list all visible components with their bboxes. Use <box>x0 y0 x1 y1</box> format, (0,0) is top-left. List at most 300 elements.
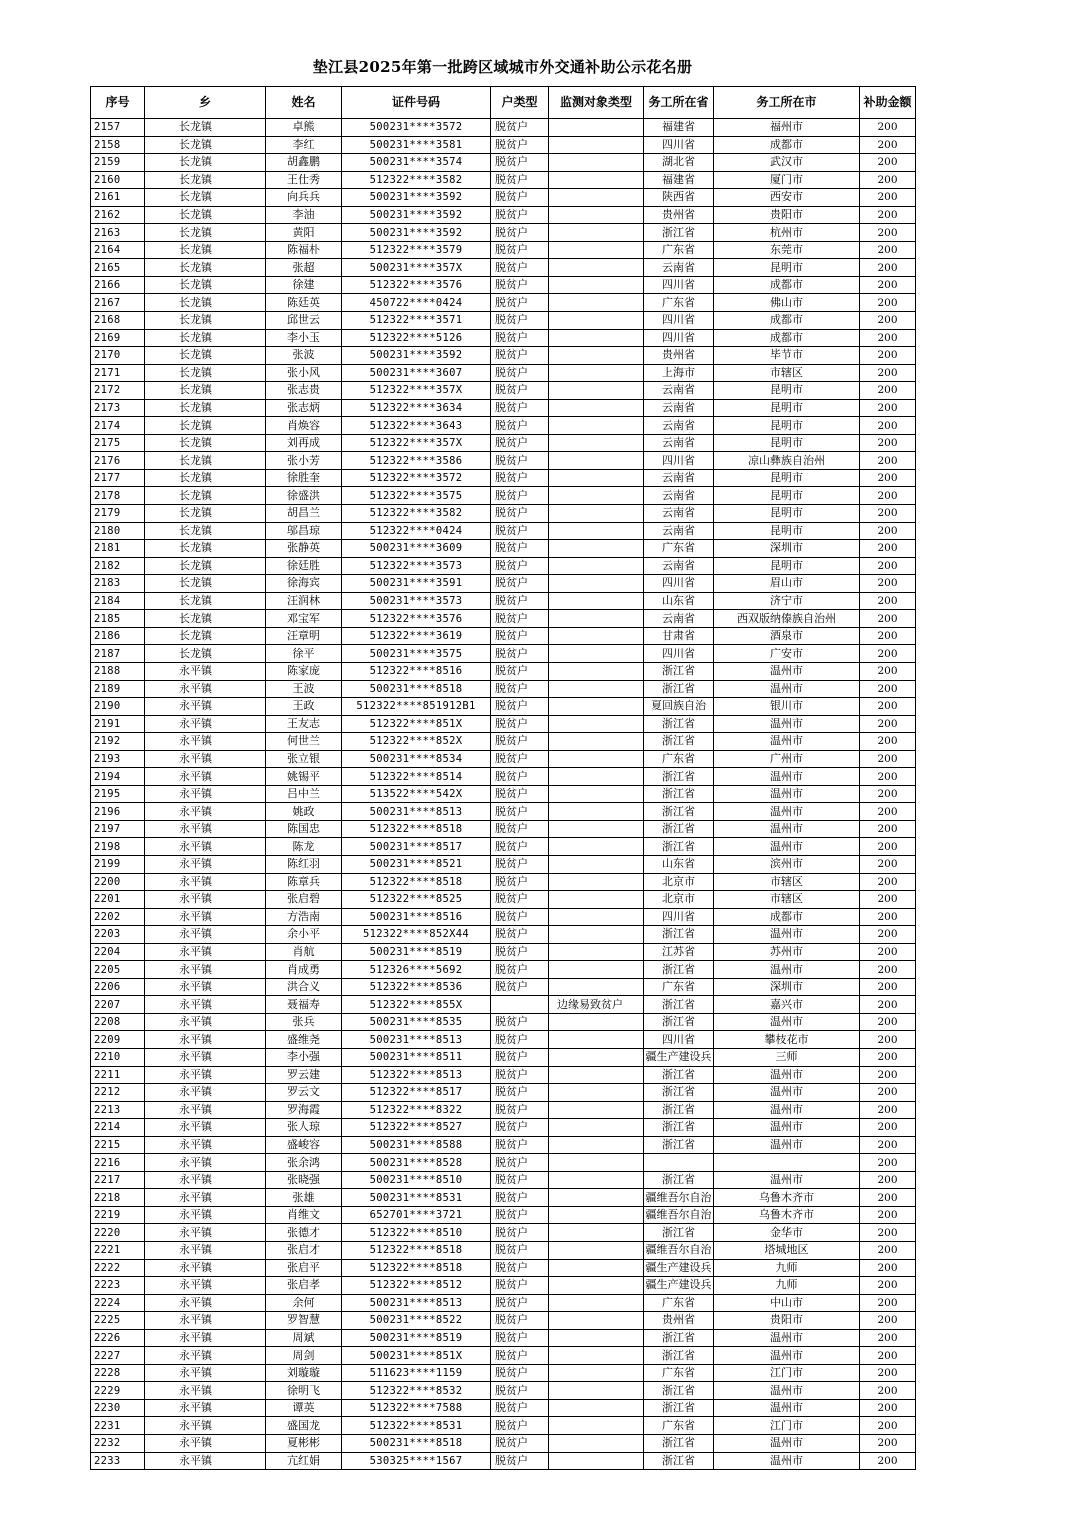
cell-work-province: 贵州省 <box>644 347 714 365</box>
cell-seq: 2201 <box>91 891 145 909</box>
cell-name: 张立银 <box>266 750 342 768</box>
cell-name: 张志炳 <box>266 399 342 417</box>
cell-name: 张雄 <box>266 1189 342 1207</box>
table-row <box>91 154 916 172</box>
cell-seq: 2194 <box>91 768 145 786</box>
cell-household-type: 脱贫户 <box>491 645 549 663</box>
cell-name: 夏彬彬 <box>266 1435 342 1453</box>
cell-seq: 2230 <box>91 1399 145 1417</box>
cell-subsidy-amount: 200 <box>860 1189 916 1207</box>
cell-town: 永平镇 <box>145 715 266 733</box>
table-row <box>91 768 916 786</box>
cell-subsidy-amount: 200 <box>860 785 916 803</box>
cell-household-type: 脱贫户 <box>491 1154 549 1172</box>
cell-work-province: 江苏省 <box>644 943 714 961</box>
table-row <box>91 1364 916 1382</box>
cell-work-city: 温州市 <box>714 1452 860 1470</box>
cell-household-type: 脱贫户 <box>491 680 549 698</box>
cell-work-city: 温州市 <box>714 1119 860 1137</box>
cell-seq: 2185 <box>91 610 145 628</box>
cell-work-province: 云南省 <box>644 417 714 435</box>
cell-id-number: 500231****3573 <box>342 592 491 610</box>
cell-seq: 2223 <box>91 1277 145 1295</box>
cell-monitor-type <box>549 1329 644 1347</box>
cell-monitor-type <box>549 329 644 347</box>
cell-name: 陈章兵 <box>266 873 342 891</box>
cell-subsidy-amount: 200 <box>860 1294 916 1312</box>
col-header-monitor-type: 监测对象类型 <box>549 87 644 119</box>
cell-seq: 2180 <box>91 522 145 540</box>
cell-subsidy-amount: 200 <box>860 136 916 154</box>
cell-monitor-type <box>549 855 644 873</box>
cell-work-city: 温州市 <box>714 768 860 786</box>
cell-town: 永平镇 <box>145 855 266 873</box>
cell-subsidy-amount: 200 <box>860 891 916 909</box>
cell-monitor-type <box>549 1101 644 1119</box>
cell-id-number: 512322****852X44 <box>342 926 491 944</box>
cell-household-type: 脱贫户 <box>491 575 549 593</box>
cell-seq: 2175 <box>91 434 145 452</box>
cell-seq: 2165 <box>91 259 145 277</box>
cell-monitor-type <box>549 978 644 996</box>
cell-household-type: 脱贫户 <box>491 1242 549 1260</box>
cell-household-type: 脱贫户 <box>491 855 549 873</box>
cell-name: 肖航 <box>266 943 342 961</box>
cell-name: 张兵 <box>266 1013 342 1031</box>
cell-subsidy-amount: 200 <box>860 978 916 996</box>
cell-id-number: 512322****3576 <box>342 610 491 628</box>
cell-household-type: 脱贫户 <box>491 733 549 751</box>
cell-work-province: 四川省 <box>644 136 714 154</box>
cell-town: 长龙镇 <box>145 575 266 593</box>
cell-seq: 2189 <box>91 680 145 698</box>
cell-household-type: 脱贫户 <box>491 119 549 137</box>
cell-seq: 2178 <box>91 487 145 505</box>
cell-work-city: 济宁市 <box>714 592 860 610</box>
cell-work-province: 疆生产建设兵 <box>644 1277 714 1295</box>
cell-name: 周剑 <box>266 1347 342 1365</box>
cell-subsidy-amount: 200 <box>860 645 916 663</box>
cell-town: 长龙镇 <box>145 171 266 189</box>
cell-name: 余何 <box>266 1294 342 1312</box>
cell-work-city: 温州市 <box>714 1013 860 1031</box>
cell-seq: 2214 <box>91 1119 145 1137</box>
cell-seq: 2183 <box>91 575 145 593</box>
cell-town: 长龙镇 <box>145 627 266 645</box>
cell-town: 长龙镇 <box>145 136 266 154</box>
cell-household-type: 脱贫户 <box>491 434 549 452</box>
cell-subsidy-amount: 200 <box>860 294 916 312</box>
cell-town: 永平镇 <box>145 1259 266 1277</box>
table-row <box>91 136 916 154</box>
cell-seq: 2164 <box>91 241 145 259</box>
table-row <box>91 487 916 505</box>
cell-work-city: 毕节市 <box>714 347 860 365</box>
cell-town: 永平镇 <box>145 1101 266 1119</box>
cell-name: 张志贵 <box>266 382 342 400</box>
cell-household-type: 脱贫户 <box>491 171 549 189</box>
table-row <box>91 715 916 733</box>
cell-seq: 2160 <box>91 171 145 189</box>
cell-town: 长龙镇 <box>145 206 266 224</box>
cell-name: 罗智慧 <box>266 1312 342 1330</box>
cell-town: 永平镇 <box>145 1189 266 1207</box>
cell-monitor-type <box>549 768 644 786</box>
cell-name: 陈家庞 <box>266 662 342 680</box>
cell-work-city: 江门市 <box>714 1364 860 1382</box>
cell-work-city: 西安市 <box>714 189 860 207</box>
cell-id-number: 512322****8518 <box>342 820 491 838</box>
cell-id-number: 652701****3721 <box>342 1206 491 1224</box>
cell-work-province: 浙江省 <box>644 1066 714 1084</box>
cell-work-province: 四川省 <box>644 575 714 593</box>
cell-id-number: 500231****8513 <box>342 803 491 821</box>
cell-subsidy-amount: 200 <box>860 943 916 961</box>
cell-work-province: 广东省 <box>644 294 714 312</box>
cell-seq: 2166 <box>91 276 145 294</box>
cell-town: 长龙镇 <box>145 505 266 523</box>
cell-monitor-type <box>549 171 644 189</box>
cell-name: 徐海宾 <box>266 575 342 593</box>
cell-id-number: 512326****5692 <box>342 961 491 979</box>
cell-seq: 2203 <box>91 926 145 944</box>
cell-household-type: 脱贫户 <box>491 1031 549 1049</box>
cell-work-city: 杭州市 <box>714 224 860 242</box>
cell-town: 长龙镇 <box>145 347 266 365</box>
cell-seq: 2197 <box>91 820 145 838</box>
table-row <box>91 820 916 838</box>
cell-subsidy-amount: 200 <box>860 206 916 224</box>
cell-work-province: 夏回族自治 <box>644 698 714 716</box>
cell-monitor-type <box>549 908 644 926</box>
cell-seq: 2172 <box>91 382 145 400</box>
cell-work-province: 上海市 <box>644 364 714 382</box>
cell-id-number: 513522****542X <box>342 785 491 803</box>
table-row <box>91 1399 916 1417</box>
cell-monitor-type <box>549 715 644 733</box>
cell-work-province: 广东省 <box>644 1364 714 1382</box>
cell-monitor-type <box>549 627 644 645</box>
cell-subsidy-amount: 200 <box>860 610 916 628</box>
cell-work-province: 贵州省 <box>644 1312 714 1330</box>
cell-subsidy-amount: 200 <box>860 1312 916 1330</box>
cell-seq: 2174 <box>91 417 145 435</box>
cell-town: 长龙镇 <box>145 259 266 277</box>
cell-subsidy-amount: 200 <box>860 154 916 172</box>
cell-seq: 2219 <box>91 1206 145 1224</box>
col-header-work-province: 务工所在省 <box>644 87 714 119</box>
cell-subsidy-amount: 200 <box>860 347 916 365</box>
cell-name: 徐平 <box>266 645 342 663</box>
cell-seq: 2188 <box>91 662 145 680</box>
cell-id-number: 500231****8519 <box>342 1329 491 1347</box>
cell-town: 长龙镇 <box>145 399 266 417</box>
cell-work-city: 成都市 <box>714 276 860 294</box>
cell-id-number: 512322****8322 <box>342 1101 491 1119</box>
cell-id-number: 511623****1159 <box>342 1364 491 1382</box>
cell-work-province: 浙江省 <box>644 1329 714 1347</box>
cell-work-city: 市辖区 <box>714 891 860 909</box>
cell-monitor-type <box>549 750 644 768</box>
cell-household-type: 脱贫户 <box>491 1452 549 1470</box>
cell-town: 长龙镇 <box>145 522 266 540</box>
cell-subsidy-amount: 200 <box>860 1171 916 1189</box>
cell-monitor-type <box>549 1206 644 1224</box>
cell-work-city: 昆明市 <box>714 505 860 523</box>
cell-work-province: 浙江省 <box>644 1382 714 1400</box>
cell-work-province: 浙江省 <box>644 662 714 680</box>
cell-seq: 2225 <box>91 1312 145 1330</box>
cell-id-number: 512322****8510 <box>342 1224 491 1242</box>
table-row <box>91 961 916 979</box>
cell-work-province: 云南省 <box>644 557 714 575</box>
cell-town: 永平镇 <box>145 698 266 716</box>
cell-work-city: 深圳市 <box>714 540 860 558</box>
cell-household-type: 脱贫户 <box>491 1364 549 1382</box>
cell-id-number: 512322****8527 <box>342 1119 491 1137</box>
table-header-row <box>91 87 916 119</box>
cell-subsidy-amount: 200 <box>860 1399 916 1417</box>
cell-name: 亢红娟 <box>266 1452 342 1470</box>
cell-town: 长龙镇 <box>145 224 266 242</box>
cell-name: 张启平 <box>266 1259 342 1277</box>
cell-town: 永平镇 <box>145 1277 266 1295</box>
cell-monitor-type <box>549 961 644 979</box>
cell-work-city: 酒泉市 <box>714 627 860 645</box>
cell-town: 长龙镇 <box>145 557 266 575</box>
cell-name: 吕中兰 <box>266 785 342 803</box>
cell-work-city: 成都市 <box>714 136 860 154</box>
col-header-town: 乡 <box>145 87 266 119</box>
cell-town: 长龙镇 <box>145 276 266 294</box>
cell-id-number: 500231****8517 <box>342 838 491 856</box>
cell-household-type: 脱贫户 <box>491 347 549 365</box>
cell-town: 永平镇 <box>145 926 266 944</box>
cell-monitor-type <box>549 382 644 400</box>
cell-id-number: 500231****8518 <box>342 680 491 698</box>
cell-seq: 2186 <box>91 627 145 645</box>
table-row <box>91 1435 916 1453</box>
cell-work-city: 温州市 <box>714 1382 860 1400</box>
cell-town: 永平镇 <box>145 838 266 856</box>
cell-work-city: 温州市 <box>714 715 860 733</box>
cell-monitor-type <box>549 206 644 224</box>
cell-household-type: 脱贫户 <box>491 1189 549 1207</box>
cell-monitor-type <box>549 522 644 540</box>
cell-name: 王仕秀 <box>266 171 342 189</box>
cell-name: 肖维文 <box>266 1206 342 1224</box>
cell-monitor-type <box>549 820 644 838</box>
cell-id-number: 512322****357X <box>342 434 491 452</box>
cell-work-province: 广东省 <box>644 241 714 259</box>
cell-work-province: 浙江省 <box>644 1224 714 1242</box>
cell-household-type: 脱贫户 <box>491 1435 549 1453</box>
cell-seq: 2167 <box>91 294 145 312</box>
cell-seq: 2196 <box>91 803 145 821</box>
cell-work-city: 三师 <box>714 1048 860 1066</box>
cell-id-number: 512322****3579 <box>342 241 491 259</box>
table-row <box>91 1101 916 1119</box>
cell-household-type: 脱贫户 <box>491 522 549 540</box>
cell-town: 永平镇 <box>145 1224 266 1242</box>
cell-work-city: 江门市 <box>714 1417 860 1435</box>
cell-monitor-type <box>549 803 644 821</box>
cell-seq: 2184 <box>91 592 145 610</box>
cell-seq: 2204 <box>91 943 145 961</box>
cell-monitor-type <box>549 680 644 698</box>
cell-monitor-type <box>549 1452 644 1470</box>
cell-subsidy-amount: 200 <box>860 224 916 242</box>
cell-work-city: 温州市 <box>714 820 860 838</box>
cell-work-province: 云南省 <box>644 487 714 505</box>
cell-work-city: 温州市 <box>714 785 860 803</box>
cell-name: 向兵兵 <box>266 189 342 207</box>
cell-name: 周斌 <box>266 1329 342 1347</box>
cell-work-city: 深圳市 <box>714 978 860 996</box>
cell-monitor-type <box>549 364 644 382</box>
cell-name: 李红 <box>266 136 342 154</box>
cell-household-type: 脱贫户 <box>491 926 549 944</box>
table-row <box>91 838 916 856</box>
cell-town: 长龙镇 <box>145 294 266 312</box>
cell-seq: 2208 <box>91 1013 145 1031</box>
table-row <box>91 1013 916 1031</box>
cell-work-province: 湖北省 <box>644 154 714 172</box>
cell-household-type: 脱贫户 <box>491 908 549 926</box>
table-row <box>91 434 916 452</box>
cell-name: 盛峻容 <box>266 1136 342 1154</box>
cell-monitor-type <box>549 610 644 628</box>
cell-monitor-type <box>549 1224 644 1242</box>
cell-subsidy-amount: 200 <box>860 1136 916 1154</box>
cell-seq: 2198 <box>91 838 145 856</box>
cell-seq: 2192 <box>91 733 145 751</box>
cell-id-number: 512322****8518 <box>342 1259 491 1277</box>
cell-seq: 2210 <box>91 1048 145 1066</box>
cell-subsidy-amount: 200 <box>860 119 916 137</box>
cell-subsidy-amount: 200 <box>860 487 916 505</box>
table-row <box>91 1171 916 1189</box>
cell-seq: 2200 <box>91 873 145 891</box>
cell-household-type: 脱贫户 <box>491 1048 549 1066</box>
table-row <box>91 417 916 435</box>
cell-subsidy-amount: 200 <box>860 680 916 698</box>
cell-monitor-type <box>549 698 644 716</box>
cell-work-province: 广东省 <box>644 540 714 558</box>
cell-work-city: 温州市 <box>714 1066 860 1084</box>
cell-seq: 2222 <box>91 1259 145 1277</box>
cell-work-province: 广东省 <box>644 978 714 996</box>
cell-monitor-type <box>549 1242 644 1260</box>
table-row <box>91 171 916 189</box>
cell-seq: 2169 <box>91 329 145 347</box>
cell-monitor-type <box>549 347 644 365</box>
cell-work-city: 昆明市 <box>714 259 860 277</box>
cell-household-type: 脱贫户 <box>491 891 549 909</box>
cell-town: 永平镇 <box>145 785 266 803</box>
cell-id-number: 500231****3592 <box>342 224 491 242</box>
cell-work-province: 浙江省 <box>644 768 714 786</box>
cell-town: 长龙镇 <box>145 487 266 505</box>
cell-household-type: 脱贫户 <box>491 961 549 979</box>
cell-name: 张德才 <box>266 1224 342 1242</box>
cell-household-type: 脱贫户 <box>491 1259 549 1277</box>
col-header-seq: 序号 <box>91 87 145 119</box>
cell-work-province: 浙江省 <box>644 996 714 1014</box>
cell-monitor-type <box>549 891 644 909</box>
cell-id-number: 500231****8511 <box>342 1048 491 1066</box>
cell-work-province: 浙江省 <box>644 820 714 838</box>
cell-name: 汪章明 <box>266 627 342 645</box>
cell-monitor-type <box>549 1417 644 1435</box>
cell-household-type: 脱贫户 <box>491 1101 549 1119</box>
cell-town: 永平镇 <box>145 803 266 821</box>
cell-subsidy-amount: 200 <box>860 540 916 558</box>
cell-name: 刘璇璇 <box>266 1364 342 1382</box>
cell-id-number: 512322****8536 <box>342 978 491 996</box>
cell-household-type: 脱贫户 <box>491 399 549 417</box>
cell-town: 永平镇 <box>145 1119 266 1137</box>
cell-monitor-type <box>549 276 644 294</box>
cell-seq: 2181 <box>91 540 145 558</box>
cell-monitor-type <box>549 1119 644 1137</box>
cell-subsidy-amount: 200 <box>860 803 916 821</box>
cell-id-number: 512322****3575 <box>342 487 491 505</box>
cell-work-city: 温州市 <box>714 1084 860 1102</box>
cell-subsidy-amount: 200 <box>860 838 916 856</box>
cell-work-city: 温州市 <box>714 1329 860 1347</box>
cell-id-number: 500231****8513 <box>342 1294 491 1312</box>
cell-work-province: 浙江省 <box>644 1399 714 1417</box>
cell-work-province: 云南省 <box>644 434 714 452</box>
cell-town: 永平镇 <box>145 1312 266 1330</box>
cell-work-province: 浙江省 <box>644 1452 714 1470</box>
cell-town: 长龙镇 <box>145 364 266 382</box>
cell-work-city: 苏州市 <box>714 943 860 961</box>
cell-work-province: 四川省 <box>644 276 714 294</box>
cell-household-type: 脱贫户 <box>491 452 549 470</box>
cell-work-province: 四川省 <box>644 452 714 470</box>
cell-subsidy-amount: 200 <box>860 1154 916 1172</box>
cell-subsidy-amount: 200 <box>860 575 916 593</box>
cell-work-province: 浙江省 <box>644 1171 714 1189</box>
cell-name: 李油 <box>266 206 342 224</box>
cell-work-city: 乌鲁木齐市 <box>714 1189 860 1207</box>
cell-monitor-type <box>549 873 644 891</box>
cell-work-province: 疆维吾尔自治 <box>644 1242 714 1260</box>
cell-id-number: 512322****851X <box>342 715 491 733</box>
cell-subsidy-amount: 200 <box>860 1101 916 1119</box>
cell-subsidy-amount: 200 <box>860 452 916 470</box>
table-row <box>91 206 916 224</box>
cell-subsidy-amount: 200 <box>860 434 916 452</box>
cell-id-number: 500231****8528 <box>342 1154 491 1172</box>
cell-id-number: 500231****8534 <box>342 750 491 768</box>
cell-household-type: 脱贫户 <box>491 943 549 961</box>
cell-name: 张启才 <box>266 1242 342 1260</box>
cell-seq: 2176 <box>91 452 145 470</box>
cell-household-type: 脱贫户 <box>491 873 549 891</box>
cell-household-type: 脱贫户 <box>491 750 549 768</box>
cell-monitor-type <box>549 1048 644 1066</box>
cell-household-type: 脱贫户 <box>491 294 549 312</box>
cell-monitor-type <box>549 259 644 277</box>
cell-name: 张晓强 <box>266 1171 342 1189</box>
cell-subsidy-amount: 200 <box>860 505 916 523</box>
cell-id-number: 512322****8531 <box>342 1417 491 1435</box>
table-row <box>91 1084 916 1102</box>
cell-work-province: 福建省 <box>644 119 714 137</box>
